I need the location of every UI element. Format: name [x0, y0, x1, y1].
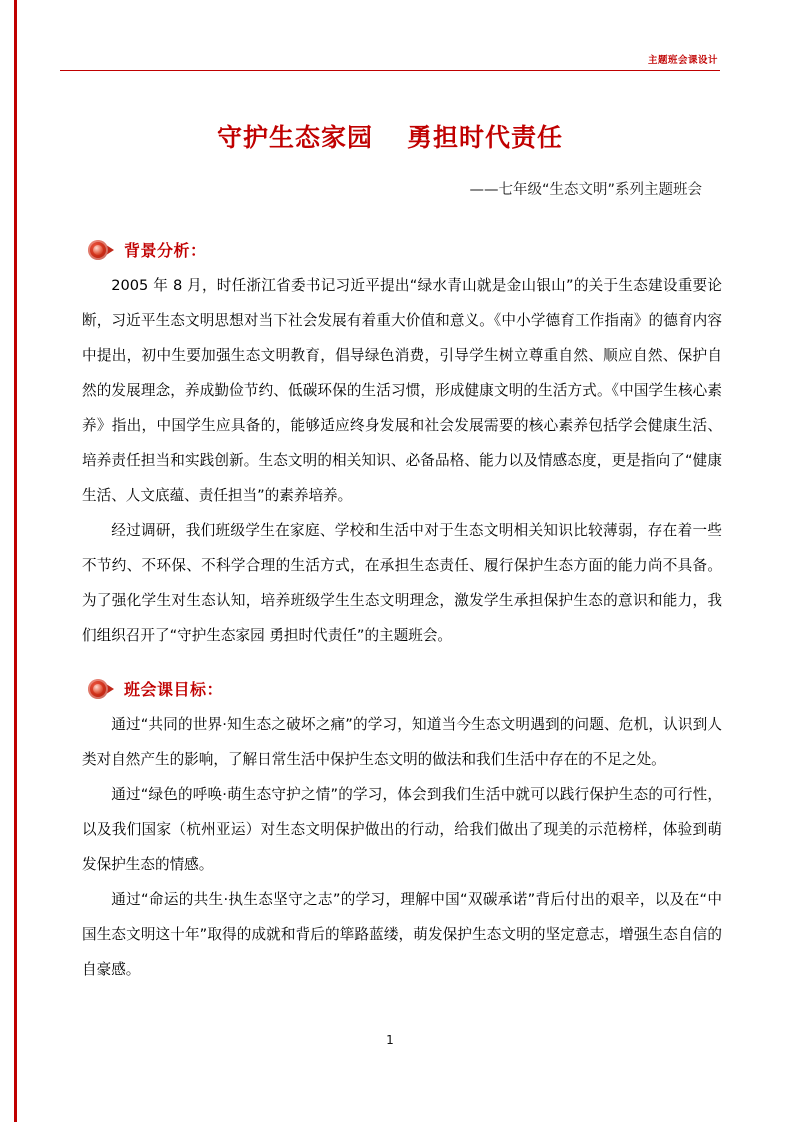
medal-arrow-icon — [88, 239, 118, 261]
page-title — [60, 118, 720, 154]
paragraph: 通过“绿色的呼唤·萌生态守护之情”的学习，体会到我们生活中就可以践行保护生态的可行性，以及我们国家（杭州亚运）对生态文明保护做出的行动，给我们做出了现美的示范榜样，体验到萌发保护生态的情感。 — [82, 786, 722, 873]
seal-icon — [88, 240, 108, 260]
seal-icon — [88, 679, 108, 699]
section-heading-background-analysis — [88, 238, 207, 261]
document-page — [60, 0, 720, 1122]
section-title-text: 背景分析： — [124, 241, 207, 260]
section-body-class-objectives — [82, 707, 722, 987]
section-title-text: 班会课目标： — [124, 680, 224, 699]
page-title-part-1: 守护生态家园 — [216, 123, 373, 152]
paragraph: 通过“共同的世界·知生态之破坏之痛”的学习，知道当今生态文明遇到的问题、危机，认识到人类对自然产生的影响，了解日常生活中保护生态文明的做法和我们生活中存在的不足之处。 — [82, 716, 722, 768]
medal-arrow-icon — [88, 678, 118, 700]
paragraph: 经过调研，我们班级学生在家庭、学校和生活中对于生态文明相关知识比较薄弱，存在着一些不节约、不环保、不科学合理的生活方式，在承担生态责任、履行保护生态方面的能力尚不具备。为了强化学生对生态认知，培养班级学生生态文明理念，激发学生承担保护生态的意识和能力，我们组织召开了“守护生态家园 勇担时代责任”的主题班会。 — [82, 522, 722, 644]
section-body-background-analysis — [82, 268, 722, 653]
page-number: 1 — [386, 1033, 394, 1047]
header-label: 主题班会课设计 — [647, 55, 718, 66]
page-title-part-2: 勇担时代责任 — [407, 123, 564, 152]
paragraph: 2005 年 8 月，时任浙江省委书记习近平提出“绿水青山就是金山银山”的关于生态建设重要论断，习近平生态文明思想对当下社会发展有着重大价值和意义。《中小学德育工作指南》的德育内容中提出，初中生要加强生态文明教育，倡导绿色消费，引导学生树立尊重自然、顺应自然、保护自然的发展理念，养成勤俭节约、低碳环保的生活习惯，形成健康文明的生活方式。《中国学生核心素养》指出，中国学生应具备的，能够适应终身发展和社会发展需要的核心素养包括学会健康生活、培养责任担当和实践创新。生态文明的相关知识、必备品格、能力以及情感态度，更是指向了“健康生活、人文底蕴、责任担当”的素养培养。 — [82, 277, 722, 504]
paragraph: 通过“命运的共生·执生态坚守之志”的学习，理解中国“双碳承诺”背后付出的艰辛，以及在“中国生态文明这十年”取得的成就和背后的筚路蓝缕，萌发保护生态文明的坚定意志，增强生态自信的自豪感。 — [82, 891, 722, 978]
page-header — [60, 52, 720, 71]
page-left-accent-rule — [14, 0, 17, 1122]
section-heading-class-objectives — [88, 677, 223, 700]
page-subtitle: ——七年级“生态文明”系列主题班会 — [469, 182, 702, 198]
header-divider — [60, 70, 720, 71]
